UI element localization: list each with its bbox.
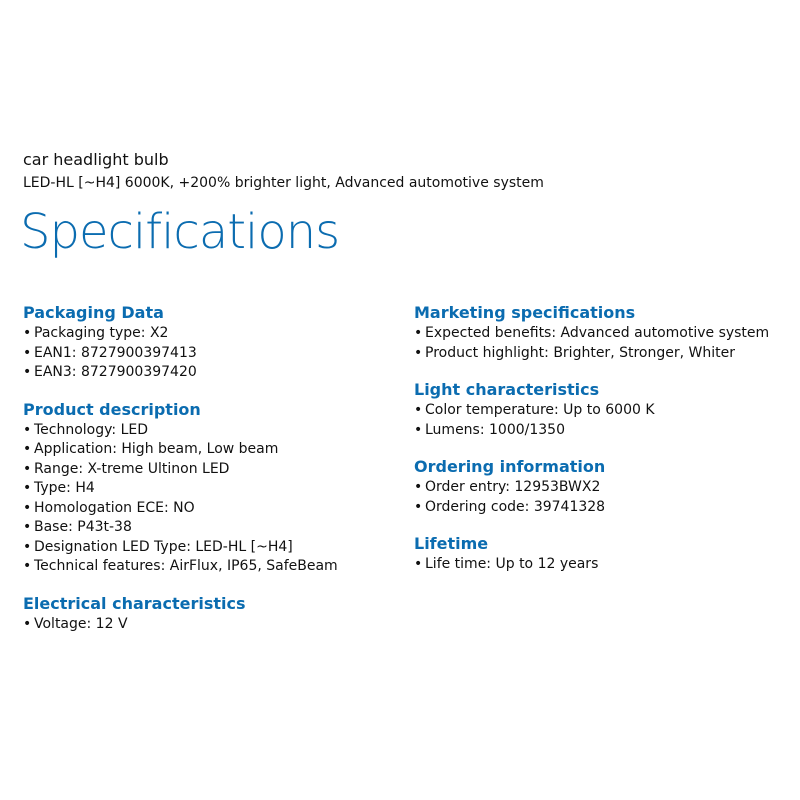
spec-section: [23, 302, 383, 383]
spec-item-text: Application: High beam, Low beam: [34, 441, 279, 457]
spec-section: [23, 593, 383, 635]
bullet-icon: •: [23, 558, 32, 574]
spec-item-text: Technical features: AirFlux, IP65, SafeBeam: [34, 558, 338, 574]
spec-item: [23, 344, 383, 364]
spec-item: [414, 421, 794, 441]
spec-item: [23, 460, 383, 480]
spec-column-left: [23, 302, 383, 650]
spec-item-text: Order entry: 12953BWX2: [425, 479, 601, 495]
section-heading: Marketing specifications: [414, 303, 636, 322]
spec-item: [414, 324, 794, 344]
section-heading: Electrical characteristics: [23, 593, 246, 613]
bullet-icon: •: [23, 480, 32, 496]
spec-item-text: Expected benefits: Advanced automotive system: [425, 325, 770, 341]
section-heading: Product description: [23, 399, 201, 419]
spec-item: [23, 499, 383, 519]
section-heading: Light characteristics: [414, 380, 600, 399]
spec-column-right: [414, 302, 794, 591]
bullet-icon: •: [23, 441, 32, 457]
spec-section: [23, 399, 383, 577]
bullet-icon: •: [23, 615, 32, 632]
spec-item-text: Color temperature: Up to 6000 K: [425, 402, 655, 418]
spec-item-text: Lumens: 1000/1350: [425, 421, 565, 438]
spec-item: [23, 518, 383, 538]
spec-item-text: Packaging type: X2: [34, 325, 169, 341]
spec-item-text: Type: H4: [34, 480, 95, 496]
spec-section: [414, 379, 794, 440]
section-heading: Packaging Data: [23, 303, 164, 322]
spec-item: [23, 557, 383, 577]
spec-section: [414, 456, 794, 517]
spec-item-text: Designation LED Type: LED-HL [~H4]: [34, 538, 293, 555]
spec-list: [414, 324, 794, 363]
spec-item: [23, 615, 383, 635]
spec-item: [23, 324, 383, 344]
spec-item: [414, 478, 794, 498]
spec-list: [414, 401, 794, 440]
bullet-icon: •: [414, 344, 423, 361]
product-name: car headlight bulb: [23, 150, 169, 169]
spec-item-text: Homologation ECE: NO: [34, 499, 195, 516]
spec-list: [414, 478, 794, 517]
section-heading: Lifetime: [414, 534, 489, 553]
spec-item-text: Voltage: 12 V: [34, 615, 128, 632]
spec-section: [414, 302, 794, 363]
spec-list: [414, 555, 794, 575]
product-subtitle: LED-HL [~H4] 6000K, +200% brighter light, Advanced automotive system: [23, 175, 544, 191]
spec-item: [414, 401, 794, 421]
spec-item-text: Range: X-treme Ultinon LED: [34, 460, 230, 477]
bullet-icon: •: [414, 402, 423, 418]
spec-item: [23, 538, 383, 558]
spec-item-text: Ordering code: 39741328: [425, 498, 606, 515]
spec-item-text: EAN3: 8727900397420: [34, 364, 197, 380]
bullet-icon: •: [414, 325, 423, 341]
spec-list: [23, 324, 383, 383]
bullet-icon: •: [414, 498, 423, 515]
spec-item: [23, 440, 383, 460]
bullet-icon: •: [414, 479, 423, 495]
page-title: Specifications: [20, 204, 340, 260]
spec-item-text: EAN1: 8727900397413: [34, 344, 197, 361]
bullet-icon: •: [23, 421, 32, 438]
spec-item: [23, 421, 383, 441]
spec-list: [23, 421, 383, 577]
spec-item: [414, 555, 794, 575]
section-heading: Ordering information: [414, 457, 606, 476]
spec-item-text: Technology: LED: [34, 421, 148, 438]
bullet-icon: •: [414, 421, 423, 438]
bullet-icon: •: [23, 344, 32, 361]
bullet-icon: •: [23, 325, 32, 341]
spec-item-text: Base: P43t-38: [34, 519, 132, 535]
bullet-icon: •: [23, 538, 32, 555]
spec-list: [23, 615, 383, 635]
spec-item: [414, 498, 794, 518]
bullet-icon: •: [414, 556, 423, 572]
bullet-icon: •: [23, 519, 32, 535]
spec-item: [23, 363, 383, 383]
spec-item-text: Life time: Up to 12 years: [425, 556, 599, 572]
spec-item: [414, 344, 794, 364]
spec-item-text: Product highlight: Brighter, Stronger, Whiter: [425, 344, 735, 361]
bullet-icon: •: [23, 460, 32, 477]
spec-item: [23, 479, 383, 499]
bullet-icon: •: [23, 499, 32, 516]
spec-section: [414, 533, 794, 575]
bullet-icon: •: [23, 364, 32, 380]
